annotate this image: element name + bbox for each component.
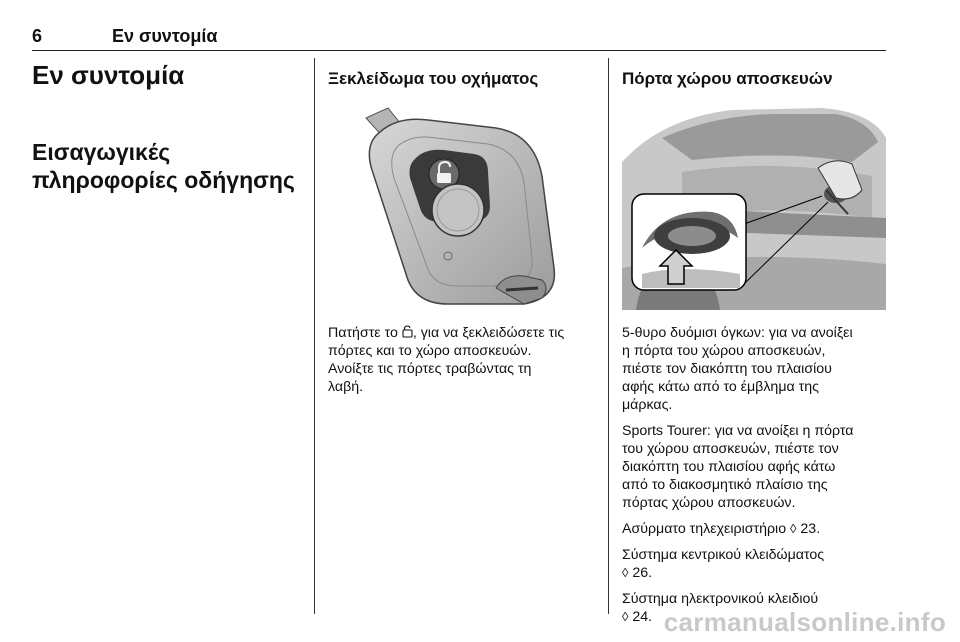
unlock-instructions [328,324,602,396]
section-heading-tailgate: Πόρτα χώρου αποσκευών [622,69,833,88]
reference-arrow-icon: ◊ [622,565,629,580]
unlock-text [328,324,602,396]
column-unlocking [328,58,598,90]
reference-arrow-icon: ◊ [790,521,797,536]
unlock-text-line-4: λαβή. [328,379,364,395]
reference-arrow-icon: ◊ [622,609,629,624]
page-header [32,26,886,52]
page-number: 6 [32,26,43,46]
section-subtitle [32,138,295,194]
section-heading-unlock: Ξεκλείδωμα του οχήματος [328,69,539,88]
unlock-text-line-2: πόρτες και το χώρο αποσκευών. [328,343,532,359]
hatchback-paragraph: 5-θυρο δυόμισι όγκων: για να ανοίξει η πόρτα του χώρου αποσκευών, πιέστε τον διακόπτη του πλαισίου αφής κάτω από το έμβλημα της μάρκας. [622,325,853,413]
main-title: Εν συντομία [32,60,185,90]
header-rule [32,50,886,51]
reference-central-locking[interactable]: Σύστημα κεντρικού κλειδώματος ◊ 26. [622,547,825,581]
watermark: carmanualsonline.info [663,607,946,637]
unlock-button-icon [402,325,413,341]
tailgate-instructions [622,324,890,634]
reference-electronic-key[interactable]: Σύστημα ηλεκτρονικού κλειδιού ◊ 24. [622,591,819,625]
subtitle-line-1: Εισαγωγικές [32,139,171,165]
tailgate-figure [622,98,886,310]
key-fob-figure [328,98,592,310]
tailgate-illustration [622,98,886,310]
running-title: Εν συντομία [112,26,218,46]
reference-remote-control[interactable]: Ασύρματο τηλεχειριστήριο ◊ 23. [622,521,821,537]
sports-tourer-paragraph: Sports Tourer: για να ανοίξει η πόρτα του χώρου αποσκευών, πιέστε τον διακόπτη του πλαισίου αφής κάτω από το διακοσμητικό πλαίσιο της πόρτας χώρου αποσκευών. [622,423,854,511]
key-fob-illustration [328,98,592,310]
column-divider-2 [608,58,609,614]
column-divider-1 [314,58,315,614]
subtitle-line-2: πληροφορίες οδήγησης [32,167,295,193]
unlock-text-line-3: Ανοίξτε τις πόρτες τραβώντας τη [328,361,532,377]
column-tailgate [622,58,886,90]
unlock-text-line-1: Πατήστε το , για να ξεκλειδώσετε τις [328,325,565,341]
